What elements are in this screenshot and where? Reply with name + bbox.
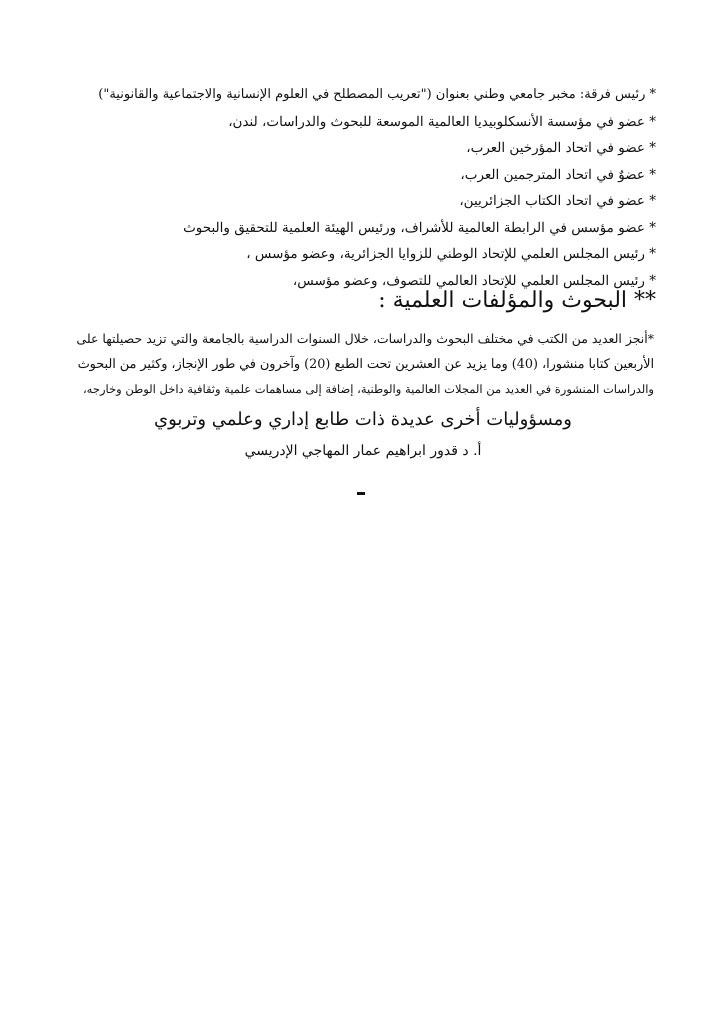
responsibilities-heading: ومسؤوليات أخرى عديدة ذات طابع إداري وعلمي وتربوي	[154, 409, 572, 430]
section-heading: ** البحوث والمؤلفات العلمية :	[378, 288, 656, 313]
list-item: * عضو في مؤسسة الأنسكلوبيديا العالمية الموسعة للبحوث والدراسات، لندن،	[228, 113, 656, 130]
paragraph-line: *أنجز العديد من الكتب في مختلف البحوث والدراسات، خلال السنوات الدراسية بالجامعة والتي تزيد حصيلتها على	[76, 331, 654, 346]
list-item: * عضوٌ في اتحاد المترجمين العرب،	[460, 166, 656, 183]
paragraph-line: والدراسات المنشورة في العديد من المجلات العالمية والوطنية، إضافة إلى مساهمات علمية وثقافية داخل الوطن وخارجه،	[82, 382, 654, 396]
membership-list	[96, 82, 656, 294]
list-item: * رئيس المجلس العلمي للإتحاد العالمي للتصوف، وعضو مؤسس،	[292, 272, 656, 289]
list-item: * عضو مؤسس في الرابطة العالمية للأشراف، ورئيس الهيئة العلمية للتحقيق والبحوث	[183, 219, 656, 236]
paragraph-line: الأربعين كتابا منشورا، (40) وما يزيد عن العشرين تحت الطبع (20) وآخرون في طور الإنجاز، وكثير من البحوث	[77, 356, 654, 372]
page-divider-dash	[357, 492, 365, 495]
author-signature: أ. د قدور ابراهيم عمار المهاجي الإدريسي	[244, 443, 482, 459]
list-item: * عضو في اتحاد الكتاب الجزائريين،	[459, 193, 656, 209]
list-item: * رئيس فرقة: مخبر جامعي وطني بعنوان ("تعريب المصطلح في العلوم الإنسانية والاجتماعية والقانونية")	[98, 87, 656, 102]
research-paragraph	[72, 326, 654, 403]
list-item: * عضو في اتحاد المؤرخين العرب،	[466, 140, 656, 156]
list-item: * رئيس المجلس العلمي للإتحاد الوطني للزوايا الجزائرية، وعضو مؤسس ،	[246, 246, 656, 262]
